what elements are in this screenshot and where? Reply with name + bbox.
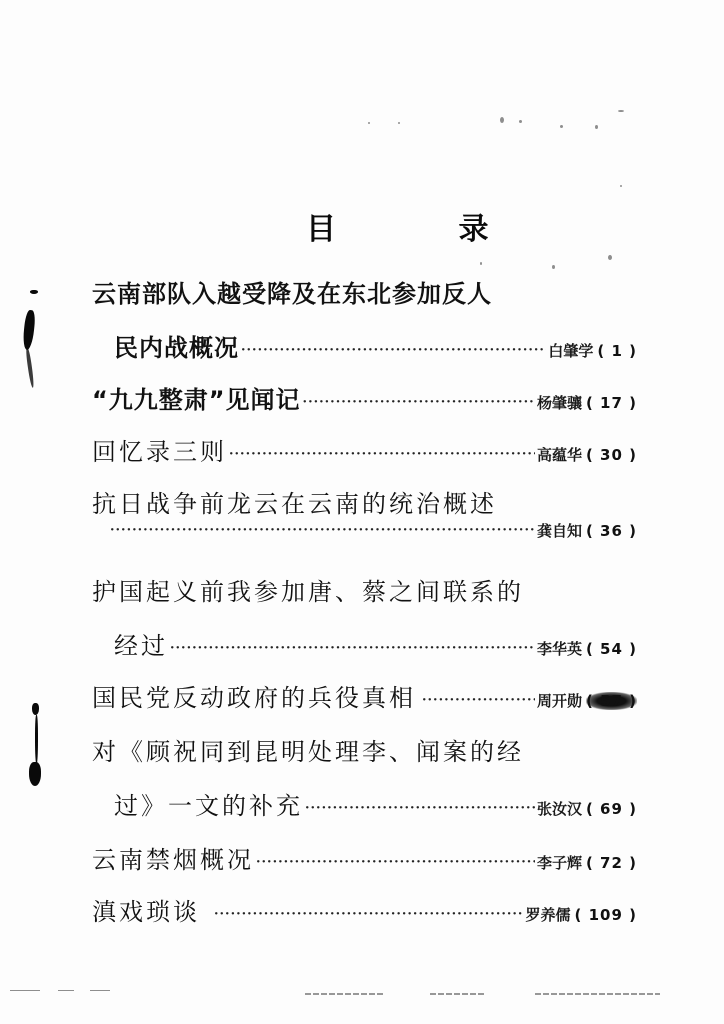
entry-title: 云南部队入越受降及在东北参加反人	[92, 280, 492, 308]
toc-entry[interactable]	[92, 840, 637, 880]
entry-author: 高蕴华	[536, 446, 582, 464]
toc-entry-title-line	[92, 732, 637, 772]
toc-entry[interactable]	[92, 786, 637, 826]
scan-speck	[552, 265, 555, 269]
binding-mark-bottom-foot	[29, 762, 41, 786]
entry-title: 对《顾祝同到昆明处理李、闻案的经	[92, 738, 524, 766]
entry-title: 民内战概况	[114, 334, 239, 362]
entry-title: 回忆录三则	[92, 438, 227, 466]
binding-mark-bottom	[32, 703, 39, 715]
toc-entry[interactable]	[92, 520, 637, 560]
entry-author: 龚自知	[536, 522, 582, 540]
toc-entry[interactable]	[92, 432, 637, 472]
binding-mark-bottom-stem	[35, 715, 38, 765]
entry-title: 抗日战争前龙云在云南的统治概述	[92, 490, 497, 518]
scan-speck	[368, 122, 370, 124]
scan-speck	[560, 125, 563, 128]
entry-page-number: ( 69 )	[585, 800, 637, 818]
dot-leader	[303, 395, 535, 410]
entry-title: 经过	[114, 632, 168, 660]
entry-page-number: ( 109 )	[574, 906, 637, 924]
scan-edge-line	[430, 993, 485, 995]
dot-leader	[241, 343, 546, 358]
binding-mark-top-cap	[30, 290, 38, 294]
entry-page-number: ( 36 )	[585, 522, 637, 540]
entry-page-number: ( 17 )	[585, 394, 637, 412]
entry-author: 白肇学	[548, 342, 594, 360]
entry-author: 李子辉	[536, 854, 582, 872]
entry-page-number-smudged: ( 57 )	[585, 692, 637, 710]
entry-author: 张汝汉	[536, 800, 582, 818]
scan-speck	[620, 185, 622, 187]
dot-leader	[422, 693, 535, 708]
toc-entry[interactable]	[92, 380, 637, 420]
dot-leader	[305, 801, 535, 816]
page-title: 目 录	[306, 212, 545, 248]
scan-edge-line	[305, 993, 385, 995]
scan-speck	[608, 255, 612, 260]
entry-page-number: ( 72 )	[585, 854, 637, 872]
scan-speck	[519, 120, 522, 123]
dot-leader	[256, 855, 535, 870]
entry-title: 云南禁烟概况	[92, 846, 254, 874]
dot-leader	[110, 523, 535, 538]
scan-speck	[398, 122, 400, 124]
entry-author: 周开勋	[536, 692, 582, 710]
binding-mark-top	[22, 310, 36, 351]
entry-page-number: ( 1 )	[597, 342, 637, 360]
toc-entry-title-line	[92, 572, 637, 612]
dot-leader	[170, 641, 535, 656]
entry-page-number: ( 54 )	[585, 640, 637, 658]
dot-leader	[214, 907, 524, 922]
toc-entry-title-line	[92, 274, 637, 314]
entry-title: 滇戏琐谈	[92, 898, 200, 926]
toc-entry[interactable]	[92, 626, 637, 666]
toc-entry[interactable]	[92, 678, 637, 718]
entry-title: 护国起义前我参加唐、蔡之间联系的	[92, 578, 524, 606]
scan-speck	[90, 990, 110, 991]
entry-title: 国民党反动政府的兵役真相	[92, 684, 416, 712]
entry-page-number: ( 30 )	[585, 446, 637, 464]
scan-speck	[480, 262, 482, 265]
scan-edge-line	[535, 993, 660, 995]
entry-author: 罗养儒	[525, 906, 571, 924]
toc-entry-title-line	[92, 484, 637, 524]
scan-speck	[10, 990, 40, 991]
scan-speck	[500, 117, 504, 123]
scan-speck	[618, 110, 624, 112]
entry-author: 李华英	[536, 640, 582, 658]
toc-entry[interactable]	[92, 892, 637, 932]
scan-speck	[58, 990, 74, 991]
toc-entry[interactable]	[92, 328, 637, 368]
binding-mark-top-tail	[25, 348, 35, 388]
scan-speck	[595, 125, 598, 129]
entry-title: 过》一文的补充	[114, 792, 303, 820]
entry-title: “九九整肃”见闻记	[92, 386, 301, 414]
entry-author: 杨肇骧	[536, 394, 582, 412]
dot-leader	[229, 447, 535, 462]
